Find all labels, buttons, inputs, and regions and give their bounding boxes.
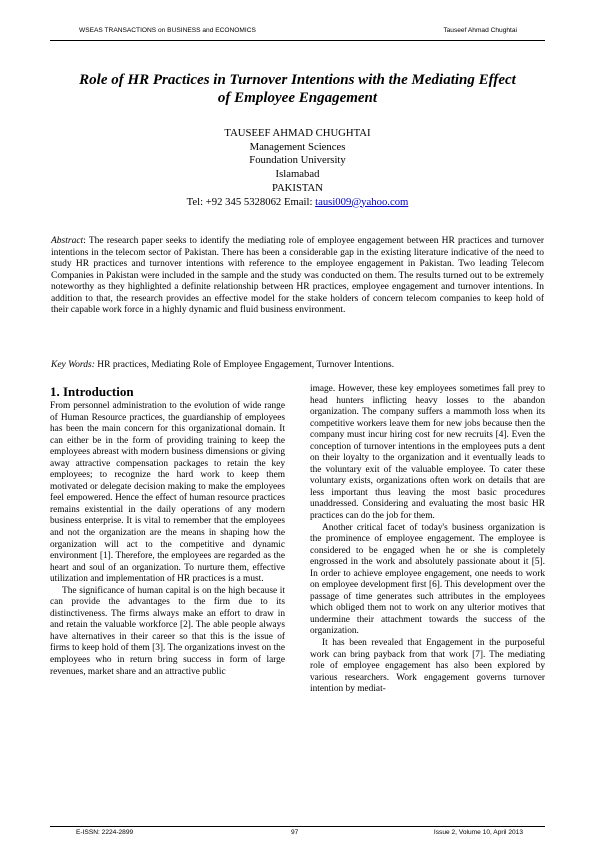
- author-city: Islamabad: [275, 168, 320, 181]
- author-department: Management Sciences: [249, 140, 346, 153]
- issue-info: Issue 2, Volume 10, April 2013: [433, 829, 523, 836]
- paragraph: The significance of human capital is on the high because it can provide the advantages to the firm due to its distinctiveness. The firms always make an effort to draw in and retain the valuable workforce [2]. The able people always have alternatives in their career so that this is the issue of firms to keep hold of them [3]. The organizations invest on the employees who in return bring success in form of large revenues, market share and an attractive public: [50, 585, 285, 677]
- abstract-label: Abstract: [51, 236, 84, 246]
- running-header: [79, 27, 517, 39]
- header-rule: [50, 40, 545, 41]
- journal-name: WSEAS TRANSACTIONS on BUSINESS and ECONOMICS: [79, 27, 256, 34]
- author-block: [80, 127, 515, 209]
- header-author: Tauseef Ahmad Chughtai: [443, 27, 517, 34]
- author-university: Foundation University: [249, 154, 346, 167]
- issn: E-ISSN: 2224-2899: [76, 829, 134, 836]
- keywords-text: HR practices, Mediating Role of Employee Engagement, Turnover Intentions.: [94, 360, 395, 370]
- title-line-2: of Employee Engagement: [217, 90, 378, 106]
- running-footer: [76, 829, 523, 836]
- author-name: TAUSEEF AHMAD CHUGHTAI: [224, 127, 371, 139]
- keywords-label: Key Words:: [51, 360, 95, 370]
- paper-title: [40, 71, 555, 107]
- paragraph: Another critical facet of today's business organization is the prominence of employee engagement. The employee is considered to be engaged when he or she is completely engrossed in the work and absolutely passionate about it [5]. In order to achieve employee engagement, one needs to work on employee development first [6]. This development over the passage of time generates such attributes in the employees which obliged them not to work on any ulterior motives that undermine their attachment towards the success of the organization.: [310, 522, 545, 637]
- section-heading-introduction: 1. Introduction: [50, 384, 134, 399]
- footer-rule: [50, 826, 545, 827]
- email-link[interactable]: tausi009@yahoo.com: [315, 195, 409, 208]
- author-contact: [80, 196, 515, 210]
- left-column: [50, 384, 285, 678]
- author-country: PAKISTAN: [271, 181, 323, 194]
- right-column: [310, 384, 545, 696]
- paragraph: It has been revealed that Engagement in the purposeful work can bring payback from that work [7]. The mediating role of employee engagement has also been explored by various researchers. Work engagement governs turnover intention by mediat-: [310, 638, 545, 695]
- page-number: 97: [291, 829, 299, 836]
- paragraph: From personnel administration to the evolution of wide range of Human Resource practices, the guardianship of employees has been the main concern for this organizational domain. It can either be in the form of providing training to keep the employees abreast with modern business dimensions or giving away attractive compensation packages to retain the key employees; to recognize the hard work to keep them motivated or delegate decision making to make the employees feel empowered. Hence the effect of human resource practices remains existential in the daily operations of any modern business enterprise. It is vital to remember that the employees and not the organization are the means in shaping how the organization will act to the competitive and dynamic environment [1]. Therefore, the employees are regarded as the heart and soul of an organization. To nurture them, effective utilization and implementation of HR practices is a must.: [50, 401, 285, 585]
- paragraph: image. However, these key employees sometimes fall prey to head hunters inflicting heavy losses to the abandon organization. The company suffers a mammoth loss when its competitive workers leave them for new jobs because then the company must incur hiring cost for new recruits [4]. Even the conception of turnover intentions in the employees puts a dent on their loyalty to the organization and it eventually leads to the voluntary exit of the valuable employee. To cater these voluntary exists, organizations often work on details that are less important thus leaving the most basic procedures unaddressed. Considering and evaluating the most basic HR practices can do the job for them.: [310, 384, 545, 522]
- keywords: [51, 359, 544, 371]
- contact-prefix: Tel: +92 345 5328062 Email:: [186, 195, 316, 208]
- title-line-1: Role of HR Practices in Turnover Intentions with the Mediating Effect: [79, 72, 516, 88]
- abstract: [51, 236, 544, 317]
- abstract-text: : The research paper seeks to identify the mediating role of employee engagement between HR practices and turnover intentions in the telecom sector of Pakistan. There has been a considerable gap in the existing literature indicative of the need to study HR practices and turnover intentions with reference to the employee engagement in Pakistan. Two leading Telecom Companies in Pakistan were included in the sample and the study was conducted on them. The results turned out to be extremely noteworthy as they highlighted a definite relationship between HR practices, employee engagement and turnover intentions. In addition to that, the research provides an effective model for the stake holders of concern telecom companies to keep hold of their capable work force in a highly dynamic and fluid business environment.: [51, 236, 544, 315]
